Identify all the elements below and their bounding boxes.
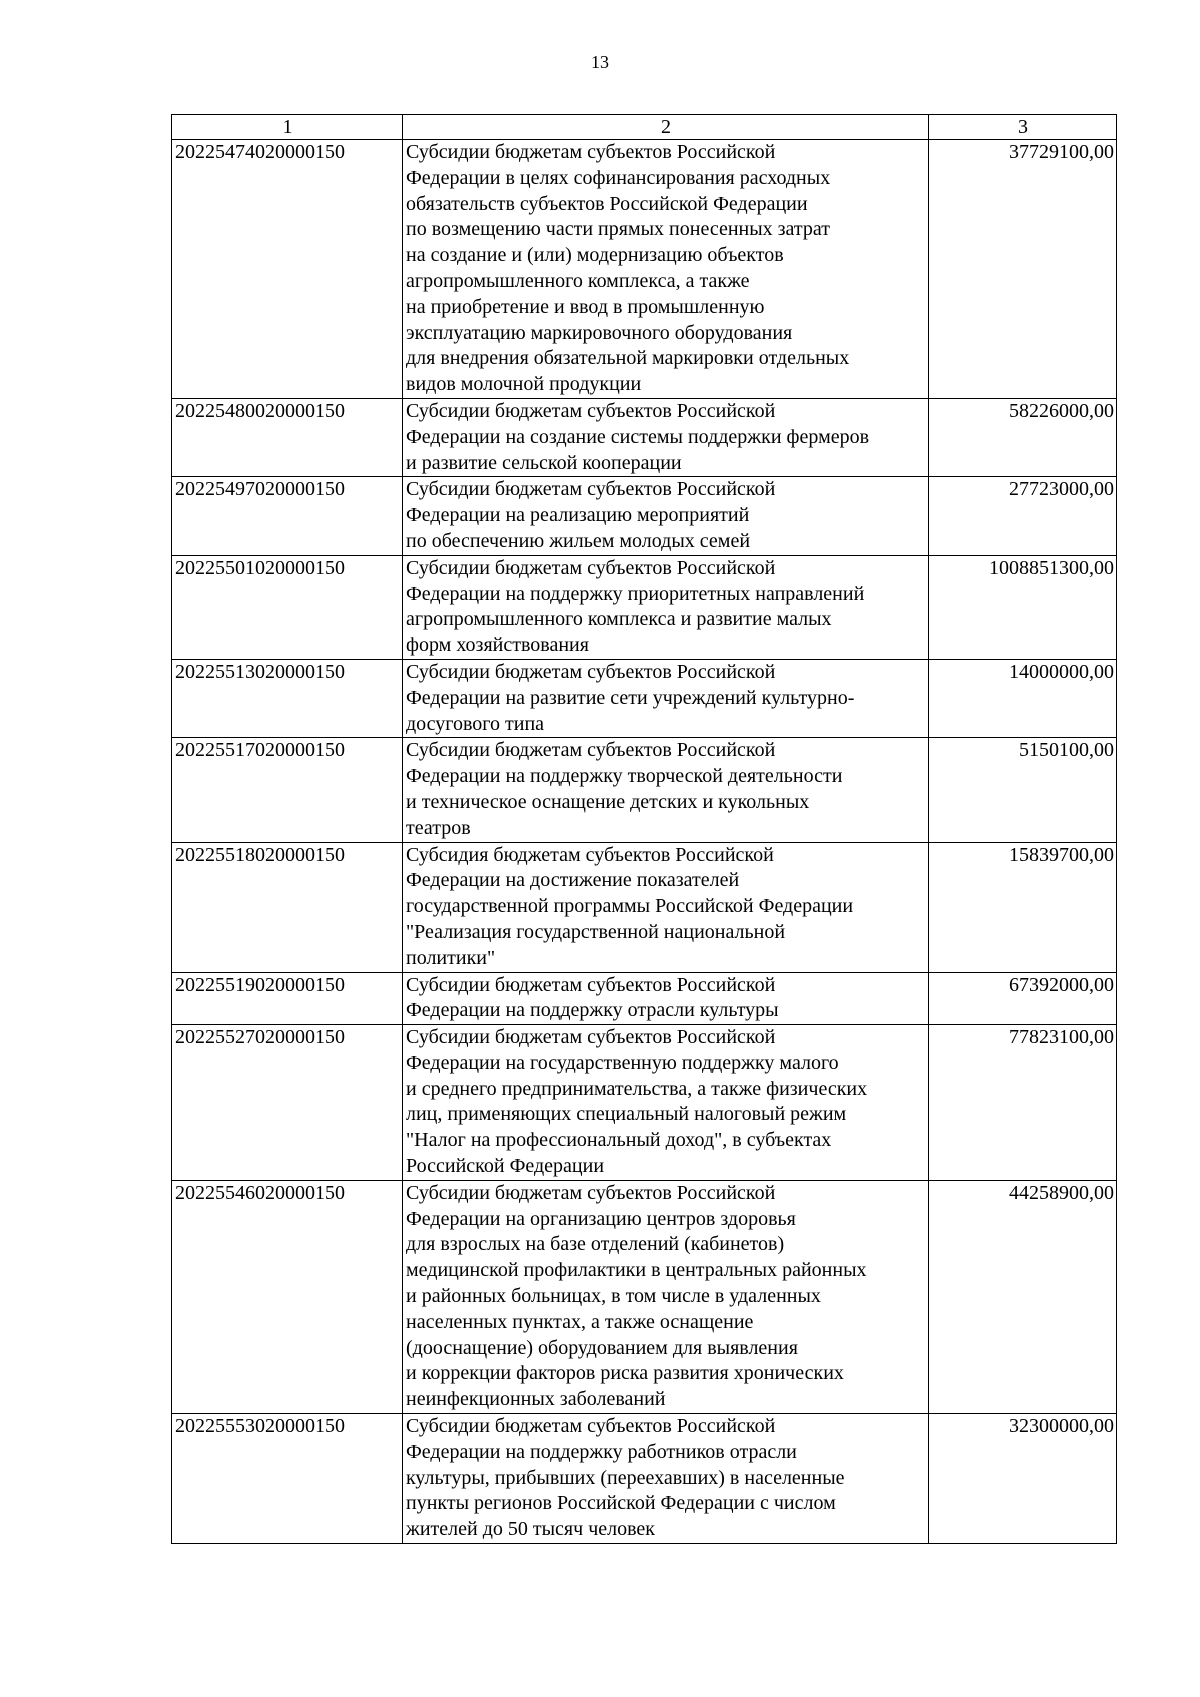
row-code: 20225480020000150 (172, 398, 403, 476)
table-row (172, 555, 1117, 659)
row-amount: 32300000,00 (929, 1414, 1117, 1544)
table-row (172, 1025, 1117, 1181)
table-row (172, 738, 1117, 842)
row-amount: 14000000,00 (929, 659, 1117, 737)
header-row (172, 115, 1117, 140)
row-code: 20225519020000150 (172, 972, 403, 1025)
row-description: Субсидии бюджетам субъектов Российской Федерации на поддержку работников отрасли культуры, прибывших (переехавших) в населенные пункты регионов Российской Федерации с числом жителей до 50 тысяч человек (403, 1414, 929, 1544)
row-code: 20225518020000150 (172, 842, 403, 972)
header-cell-description: 2 (403, 115, 929, 140)
row-amount: 58226000,00 (929, 398, 1117, 476)
row-amount: 15839700,00 (929, 842, 1117, 972)
row-amount: 44258900,00 (929, 1180, 1117, 1413)
row-description: Субсидии бюджетам субъектов Российской Федерации на поддержку творческой деятельности и техническое оснащение детских и кукольных театров (403, 738, 929, 842)
table-row (172, 659, 1117, 737)
row-amount: 77823100,00 (929, 1025, 1117, 1181)
row-code: 20225546020000150 (172, 1180, 403, 1413)
row-amount: 1008851300,00 (929, 555, 1117, 659)
row-amount: 27723000,00 (929, 477, 1117, 555)
table-row (172, 140, 1117, 399)
budget-table (171, 114, 1117, 1544)
row-description: Субсидии бюджетам субъектов Российской Федерации на организацию центров здоровья для взрослых на базе отделений (кабинетов) медицинской профилактики в центральных районных и районных больницах, в том числе в удаленных населенных пунктах, а также оснащение (дооснащение) оборудованием для выявления и коррекции факторов риска развития хронических неинфекционных заболеваний (403, 1180, 929, 1413)
header-cell-code: 1 (172, 115, 403, 140)
row-description: Субсидия бюджетам субъектов Российской Федерации на достижение показателей государственной программы Российской Федерации "Реализация государственной национальной политики" (403, 842, 929, 972)
row-amount: 67392000,00 (929, 972, 1117, 1025)
table-row (172, 1180, 1117, 1413)
table-row (172, 972, 1117, 1025)
row-code: 20225513020000150 (172, 659, 403, 737)
table-row (172, 1414, 1117, 1544)
row-amount: 5150100,00 (929, 738, 1117, 842)
row-code: 20225501020000150 (172, 555, 403, 659)
table-row (172, 842, 1117, 972)
table-header (172, 115, 1117, 140)
row-description: Субсидии бюджетам субъектов Российской Федерации на государственную поддержку малого и среднего предпринимательства, а также физических лиц, применяющих специальный налоговый режим "Налог на профессиональный доход", в субъектах Российской Федерации (403, 1025, 929, 1181)
row-code: 20225517020000150 (172, 738, 403, 842)
table-row (172, 477, 1117, 555)
row-code: 20225527020000150 (172, 1025, 403, 1181)
row-code: 20225474020000150 (172, 140, 403, 399)
row-code: 20225553020000150 (172, 1414, 403, 1544)
table-body (172, 140, 1117, 1544)
row-description: Субсидии бюджетам субъектов Российской Федерации на развитие сети учреждений культурно- досугового типа (403, 659, 929, 737)
row-description: Субсидии бюджетам субъектов Российской Федерации в целях софинансирования расходных обязательств субъектов Российской Федерации по возмещению части прямых понесенных затрат на создание и (или) модернизацию объектов агропромышленного комплекса, а также на приобретение и ввод в промышленную эксплуатацию маркировочного оборудования для внедрения обязательной маркировки отдельных видов молочной продукции (403, 140, 929, 399)
row-code: 20225497020000150 (172, 477, 403, 555)
row-description: Субсидии бюджетам субъектов Российской Федерации на поддержку приоритетных направлений агропромышленного комплекса и развитие малых форм хозяйствования (403, 555, 929, 659)
page-number: 13 (591, 52, 609, 72)
header-cell-amount: 3 (929, 115, 1117, 140)
row-amount: 37729100,00 (929, 140, 1117, 399)
row-description: Субсидии бюджетам субъектов Российской Федерации на поддержку отрасли культуры (403, 972, 929, 1025)
row-description: Субсидии бюджетам субъектов Российской Федерации на реализацию мероприятий по обеспечению жильем молодых семей (403, 477, 929, 555)
table-row (172, 398, 1117, 476)
row-description: Субсидии бюджетам субъектов Российской Федерации на создание системы поддержки фермеров и развитие сельской кооперации (403, 398, 929, 476)
